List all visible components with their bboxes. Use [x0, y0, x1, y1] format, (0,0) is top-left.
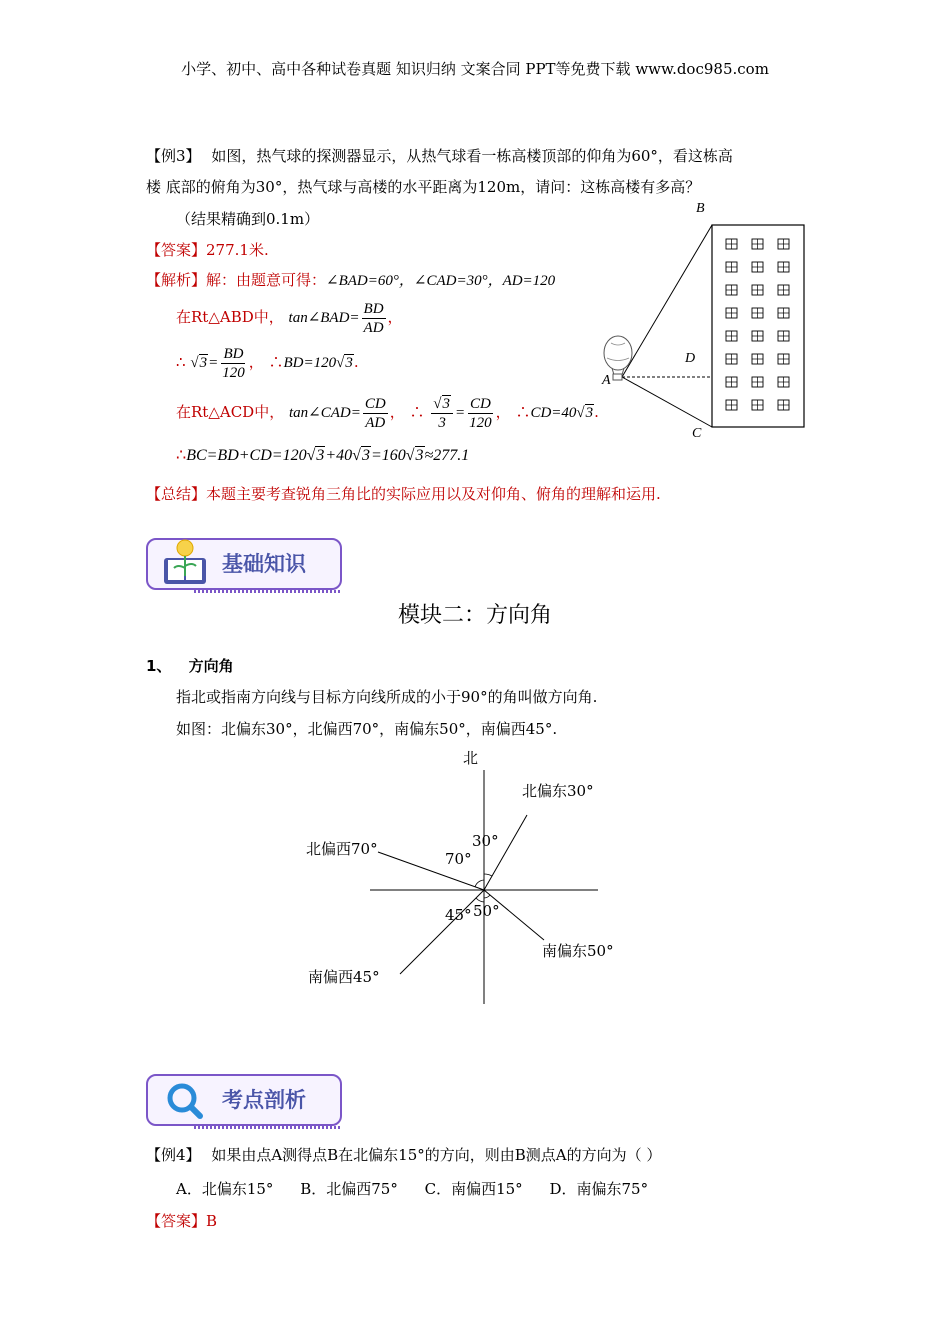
section1-num: 1、	[146, 657, 172, 675]
bc-result: BC=BD+CD=120√3+40√3=160√3≈277.1	[186, 447, 470, 464]
bd-result: BD=120√3	[283, 354, 353, 371]
page-header: 小学、初中、高中各种试卷真题 知识归纳 文案合同 PPT等免费下载 www.doc985.com	[181, 60, 769, 78]
given-values: ∠BAD=60°，∠CAD=30°，AD=120	[326, 273, 556, 289]
section1-def: 指北或指南方向线与目标方向线所成的小于90°的角叫做方向角.	[176, 688, 598, 706]
label-b: B	[696, 201, 705, 216]
example3-text1: 如图，热气球的探测器显示，从热气球看一栋高楼顶部的仰角为60°，看这栋高	[211, 147, 733, 165]
eq1: √3= $\frac{BD}{120}$	[190, 346, 245, 381]
badge-basic-knowledge	[146, 532, 344, 592]
sw45-ray	[400, 890, 484, 974]
bc-a: BC=BD+CD=120	[186, 447, 307, 464]
sight-line-ac	[622, 377, 712, 427]
eq1-den: 120	[222, 365, 245, 381]
tan2	[288, 396, 390, 431]
angle-45: 45°	[445, 906, 472, 924]
module-title: 模块二：方向角	[397, 603, 552, 628]
example4-text: 如果由点A测得点B在北偏东15°的方向，则由B测点A的方向为（ ）	[211, 1146, 662, 1164]
tan1-left: tan∠BAD=	[288, 309, 360, 326]
period: .	[594, 402, 599, 421]
bd-lhs: BD=120	[283, 354, 337, 371]
angle-70: 70°	[445, 850, 472, 868]
example3-line1	[146, 146, 733, 166]
comma: ，	[495, 402, 511, 421]
se50-label: 南偏东50°	[542, 942, 614, 960]
option-d: D．南偏东75°	[549, 1180, 649, 1198]
therefore: ∴	[268, 352, 284, 371]
label-c: C	[692, 426, 702, 441]
summary-text: 本题主要考查锐角三角比的实际应用以及对仰角、俯角的理解和运用.	[206, 485, 661, 503]
example3-tag: 【例3】	[146, 147, 201, 165]
example4-tag: 【例4】	[146, 1146, 201, 1164]
sqrt3: 3	[199, 354, 208, 371]
comma: ，	[387, 307, 403, 326]
nw70-label: 北偏西70°	[306, 840, 378, 858]
ne30-ray	[484, 815, 527, 890]
example3-summary	[146, 484, 661, 504]
sqrt3: 3	[345, 354, 353, 371]
book-bulb-icon	[158, 536, 212, 588]
example3-line3: （结果精确到0.1m）	[176, 210, 320, 228]
tan2-den: AD	[365, 415, 386, 431]
rt-abd-line	[176, 300, 403, 337]
rt-acd-line	[176, 395, 599, 432]
building	[712, 225, 804, 427]
bc-d: ≈277.1	[424, 447, 470, 464]
therefore: ∴	[176, 445, 187, 464]
example3-answer	[146, 240, 269, 260]
angle-50: 50°	[473, 902, 500, 920]
magnifier-icon	[162, 1078, 208, 1120]
sight-line-ab	[622, 225, 712, 377]
sqrt3: 3	[442, 396, 451, 412]
badge-exam-analysis	[146, 1068, 344, 1128]
ne30-label: 北偏东30°	[522, 782, 594, 800]
tan1	[288, 301, 388, 336]
section1-example: 如图：北偏东30°，北偏西70°，南偏东50°，南偏西45°.	[176, 720, 558, 738]
angle-30: 30°	[472, 832, 499, 850]
sqrt3: 3	[361, 447, 370, 464]
label-a: A	[602, 373, 611, 388]
answer-tag: 【答案】	[146, 1212, 207, 1230]
example4-answer	[146, 1211, 217, 1231]
answer-tag: 【答案】	[146, 241, 207, 259]
example4-question	[146, 1145, 661, 1165]
tan2-num: CD	[364, 396, 386, 412]
comma: ，	[389, 402, 405, 421]
tan1-num: BD	[363, 301, 384, 317]
option-a: A．北偏东15°	[176, 1180, 274, 1198]
eq2: $\frac{√3}{3}$ = $\frac{CD}{120}$	[433, 396, 492, 431]
sqrt3: 3	[316, 447, 325, 464]
bc-c: =160	[370, 447, 406, 464]
example3-line2: 楼 底部的俯角为30°，热气球与高楼的水平距离为120m，请问：这栋高楼有多高？	[146, 178, 701, 196]
therefore: ∴	[176, 352, 186, 371]
therefore: ∴	[515, 402, 531, 421]
rt1-label: 在Rt△ABD中，	[176, 307, 284, 326]
section1-heading	[146, 655, 234, 676]
comma: ，	[248, 352, 264, 371]
cd-result: CD=40√3	[530, 404, 594, 421]
tan2-left: tan∠CAD=	[288, 404, 361, 421]
sw45-label: 南偏西45°	[308, 968, 380, 986]
eq2-den: 3	[438, 415, 446, 431]
sqrt3: 3	[415, 447, 424, 464]
section1-title: 方向角	[188, 657, 234, 675]
badge2-label: 考点剖析	[222, 1088, 306, 1112]
sqrt3: 3	[585, 404, 594, 421]
compass-diagram	[290, 740, 630, 1015]
eq2-rnum: CD	[469, 396, 491, 412]
option-b: B．北偏西75°	[300, 1180, 398, 1198]
cd-lhs: CD=40	[530, 404, 577, 421]
analysis-tag: 【解析】	[146, 271, 207, 289]
eq1-num: BD	[223, 346, 244, 362]
answer-value: 277.1米.	[206, 241, 269, 259]
therefore: ∴	[409, 402, 425, 421]
summary-tag: 【总结】	[146, 485, 207, 503]
badge1-label: 基础知识	[222, 552, 306, 576]
bc-line	[176, 445, 469, 466]
example3-analysis	[146, 270, 555, 291]
rt2-label: 在Rt△ACD中，	[176, 402, 285, 421]
answer-value: B	[206, 1212, 218, 1230]
eq1-line	[176, 345, 359, 382]
analysis-intro: 解：由题意可得：	[206, 271, 327, 289]
label-d: D	[685, 351, 696, 366]
balloon-building-diagram	[590, 195, 820, 445]
period: .	[353, 352, 359, 371]
example4-options	[176, 1179, 648, 1199]
option-c: C．南偏西15°	[424, 1180, 523, 1198]
north-label: 北	[463, 749, 479, 767]
eq2-rden: 120	[469, 415, 492, 431]
building-windows	[726, 239, 789, 410]
tan1-den: AD	[363, 320, 384, 336]
bc-b: +40	[325, 447, 353, 464]
